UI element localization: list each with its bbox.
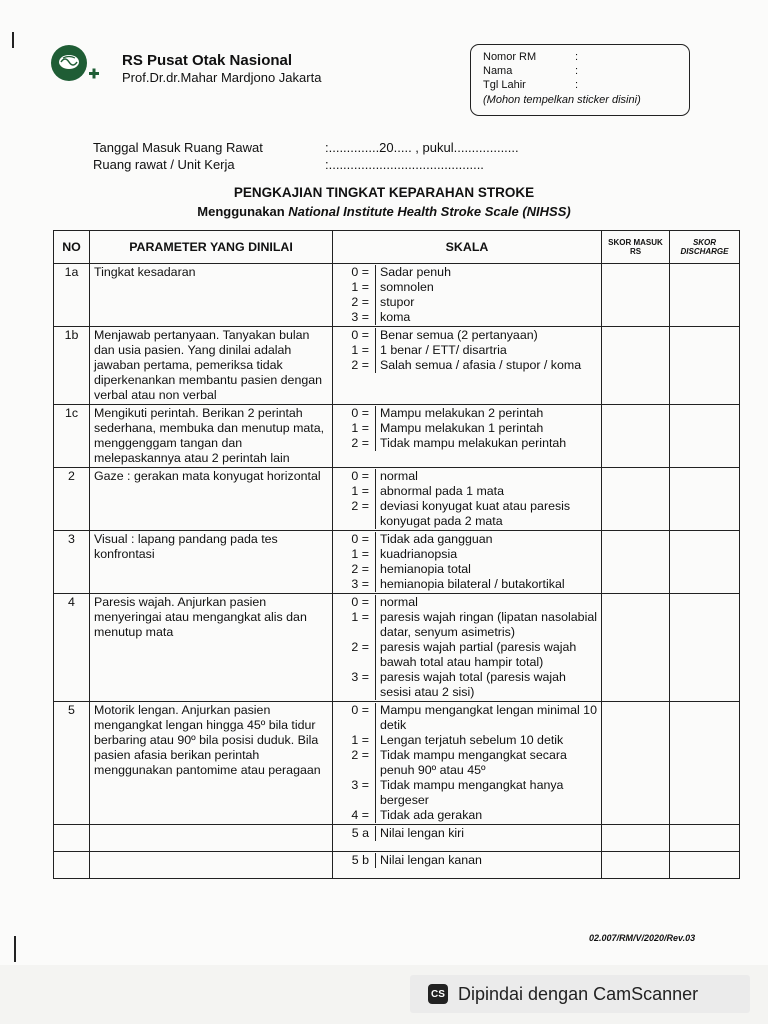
skor-discharge-cell[interactable] <box>670 594 740 702</box>
scale-option-score: 2 = <box>351 295 369 309</box>
table-header-row <box>54 231 740 264</box>
scale-option <box>337 343 597 358</box>
scan-edge-mark-top <box>12 32 14 48</box>
table-sub-row <box>54 852 740 879</box>
form-subtitle <box>0 204 768 219</box>
scale-option <box>337 280 597 295</box>
scale-option-score: 2 = <box>351 562 369 576</box>
scale-option-text: Sadar penuh <box>375 265 597 280</box>
tgl-lahir-label: Tgl Lahir <box>483 79 526 91</box>
scan-edge-mark-bottom <box>14 936 16 962</box>
skor-discharge-cell[interactable] <box>670 531 740 594</box>
scale-option-score: 4 = <box>351 808 369 822</box>
scale-option-text: koma <box>375 310 597 325</box>
row-number: 3 <box>54 531 90 594</box>
scale-option <box>337 778 597 808</box>
scale-option <box>337 328 597 343</box>
scale-option <box>337 265 597 280</box>
row-scale <box>333 405 602 468</box>
header-parameter: PARAMETER YANG DINILAI <box>90 231 333 264</box>
tanggal-masuk-label: Tanggal Masuk Ruang Rawat <box>93 140 263 155</box>
scale-option-text: Lengan terjatuh sebelum 10 detik <box>375 733 597 748</box>
row-parameter: Paresis wajah. Anjurkan pasien menyeringai atau mengangkat alis dan menutup mata <box>90 594 333 702</box>
sub-row-empty-param <box>90 852 333 879</box>
scale-option-text: 1 benar / ETT/ disartria <box>375 343 597 358</box>
skor-masuk-cell[interactable] <box>602 825 670 852</box>
row-scale <box>333 702 602 825</box>
nomor-rm-label: Nomor RM <box>483 51 537 63</box>
nama-label: Nama <box>483 65 513 77</box>
scale-option <box>337 670 597 700</box>
sub-row-empty-no <box>54 825 90 852</box>
hospital-logo-icon <box>45 44 101 84</box>
scale-option-score: 1 = <box>351 733 369 747</box>
sub-row-label: Nilai lengan kiri <box>375 826 597 841</box>
row-parameter: Gaze : gerakan mata konyugat horizontal <box>90 468 333 531</box>
row-scale <box>333 264 602 327</box>
sub-row-option <box>337 853 597 868</box>
sub-row-scale <box>333 825 602 852</box>
scale-option-text: Tidak mampu mengangkat secara penuh 90º atau 45º <box>375 748 597 778</box>
scale-option <box>337 406 597 421</box>
scale-option <box>337 577 597 592</box>
ruang-rawat-field[interactable]: :........................................... <box>325 157 484 172</box>
skor-masuk-cell[interactable] <box>602 594 670 702</box>
scale-option-text: paresis wajah ringan (lipatan nasolabial datar, senyum asimetris) <box>375 610 597 640</box>
nomor-rm-colon: : <box>575 51 579 63</box>
row-number: 5 <box>54 702 90 825</box>
table-row <box>54 702 740 825</box>
scale-option <box>337 469 597 484</box>
row-number: 2 <box>54 468 90 531</box>
patient-sticker-box <box>470 44 690 116</box>
scale-option-score: 1 = <box>351 421 369 435</box>
scale-option <box>337 808 597 823</box>
scale-option-text: deviasi konyugat kuat atau paresis konyugat pada 2 mata <box>375 499 597 529</box>
scale-option-score: 3 = <box>351 778 369 792</box>
scale-option <box>337 703 597 733</box>
scale-option-score: 0 = <box>351 703 369 717</box>
scale-option-score: 2 = <box>351 499 369 513</box>
row-parameter: Mengikuti perintah. Berikan 2 perintah sederhana, membuka dan menutup mata, menggenggam tangan dan melepaskannya atau 2 perintah lain <box>90 405 333 468</box>
form-subtitle-prefix: Menggunakan <box>197 204 289 219</box>
tanggal-masuk-field[interactable]: :..............20..... , pukul.................. <box>325 140 519 155</box>
scale-option-text: Tidak ada gerakan <box>375 808 597 823</box>
row-parameter: Menjawab pertanyaan. Tanyakan bulan dan usia pasien. Yang dinilai adalah jawaban pertama, pemeriksa tidak diperkenankan membantu pasien dengan verbal atau non verbal <box>90 327 333 405</box>
scale-option-text: kuadrianopsia <box>375 547 597 562</box>
scale-option-text: Salah semua / afasia / stupor / koma <box>375 358 597 373</box>
scale-option <box>337 421 597 436</box>
row-parameter: Tingkat kesadaran <box>90 264 333 327</box>
skor-masuk-cell[interactable] <box>602 852 670 879</box>
hospital-subtitle: Prof.Dr.dr.Mahar Mardjono Jakarta <box>122 70 322 85</box>
form-subtitle-italic: National Institute Health Stroke Scale (NIHSS) <box>288 204 571 219</box>
sub-row-empty-no <box>54 852 90 879</box>
skor-discharge-cell[interactable] <box>670 468 740 531</box>
scale-option-score: 0 = <box>351 595 369 609</box>
scale-option <box>337 295 597 310</box>
sub-row-scale <box>333 852 602 879</box>
skor-discharge-cell[interactable] <box>670 702 740 825</box>
scale-option <box>337 595 597 610</box>
scale-option-text: Tidak ada gangguan <box>375 532 597 547</box>
scale-option-score: 3 = <box>351 670 369 684</box>
table-row <box>54 594 740 702</box>
scale-option <box>337 610 597 640</box>
camscanner-watermark <box>410 975 750 1013</box>
skor-discharge-cell[interactable] <box>670 264 740 327</box>
scale-option-text: Tidak mampu melakukan perintah <box>375 436 597 451</box>
scale-option-score: 0 = <box>351 328 369 342</box>
scale-option-text: paresis wajah total (paresis wajah sesisi atau 2 sisi) <box>375 670 597 700</box>
scale-option <box>337 748 597 778</box>
row-number: 1c <box>54 405 90 468</box>
nihss-table <box>53 230 740 879</box>
row-scale <box>333 327 602 405</box>
scale-option <box>337 532 597 547</box>
skor-masuk-cell[interactable] <box>602 468 670 531</box>
scale-option-text: normal <box>375 595 597 610</box>
skor-discharge-cell[interactable] <box>670 405 740 468</box>
sub-row-empty-param <box>90 825 333 852</box>
skor-discharge-cell[interactable] <box>670 852 740 879</box>
row-parameter: Visual : lapang pandang pada tes konfrontasi <box>90 531 333 594</box>
header-no: NO <box>54 231 90 264</box>
header-skor-masuk: SKOR MASUK RS <box>602 231 670 264</box>
scale-option-score: 0 = <box>351 532 369 546</box>
row-number: 4 <box>54 594 90 702</box>
scale-option-text: hemianopia total <box>375 562 597 577</box>
tanggal-masuk-row <box>93 140 519 155</box>
table-row <box>54 264 740 327</box>
scale-option-score: 1 = <box>351 343 369 357</box>
sub-row-option <box>337 826 597 841</box>
scale-option-score: 1 = <box>351 547 369 561</box>
camscanner-text: Dipindai dengan CamScanner <box>458 983 699 1004</box>
scale-option-text: Tidak mampu mengangkat hanya bergeser <box>375 778 597 808</box>
row-parameter: Motorik lengan. Anjurkan pasien mengangkat lengan hingga 45º bila tidur berbaring atau 90º bila posisi duduk. Bila pasien afasia berikan perintah menggunakan pantomime atau peragaan <box>90 702 333 825</box>
scale-option <box>337 484 597 499</box>
hospital-name: RS Pusat Otak Nasional <box>122 52 293 69</box>
scale-option <box>337 562 597 577</box>
scale-option-text: abnormal pada 1 mata <box>375 484 597 499</box>
sticker-note: (Mohon tempelkan sticker disini) <box>483 94 641 106</box>
scale-option-score: 3 = <box>351 577 369 591</box>
scale-option-score: 2 = <box>351 748 369 762</box>
scale-option-text: Mampu melakukan 2 perintah <box>375 406 597 421</box>
skor-masuk-cell[interactable] <box>602 327 670 405</box>
form-code: 02.007/RM/V/2020/Rev.03 <box>589 933 696 943</box>
sub-row-code: 5 a <box>351 826 369 840</box>
form-title: PENGKAJIAN TINGKAT KEPARAHAN STROKE <box>233 185 535 200</box>
table-row <box>54 327 740 405</box>
table-row <box>54 405 740 468</box>
sub-row-label: Nilai lengan kanan <box>375 853 597 868</box>
row-number: 1a <box>54 264 90 327</box>
scale-option <box>337 310 597 325</box>
scale-option-text: stupor <box>375 295 597 310</box>
scale-option-score: 1 = <box>351 280 369 294</box>
table-sub-row <box>54 825 740 852</box>
header-skor-discharge: SKOR DISCHARGE <box>670 231 740 264</box>
row-scale <box>333 468 602 531</box>
sub-row-code: 5 b <box>351 853 369 867</box>
scale-option-score: 2 = <box>351 640 369 654</box>
scale-option-score: 3 = <box>351 310 369 324</box>
scale-option <box>337 499 597 529</box>
camscanner-icon: CS <box>428 984 448 1004</box>
scale-option-score: 2 = <box>351 436 369 450</box>
ruang-rawat-row <box>93 157 484 172</box>
scale-option-text: normal <box>375 469 597 484</box>
scale-option-text: hemianopia bilateral / butakortikal <box>375 577 597 592</box>
scale-option-score: 2 = <box>351 358 369 372</box>
header-skala: SKALA <box>333 231 602 264</box>
scale-option-text: Benar semua (2 pertanyaan) <box>375 328 597 343</box>
skor-masuk-cell[interactable] <box>602 702 670 825</box>
skor-masuk-cell[interactable] <box>602 405 670 468</box>
scale-option-score: 0 = <box>351 469 369 483</box>
ruang-rawat-label: Ruang rawat / Unit Kerja <box>93 157 235 172</box>
scale-option-score: 1 = <box>351 484 369 498</box>
row-scale <box>333 594 602 702</box>
row-number: 1b <box>54 327 90 405</box>
scale-option-text: paresis wajah partial (paresis wajah bawah total atau hampir total) <box>375 640 597 670</box>
row-scale <box>333 531 602 594</box>
scale-option-score: 1 = <box>351 610 369 624</box>
scale-option-text: somnolen <box>375 280 597 295</box>
scale-option <box>337 640 597 670</box>
table-row <box>54 531 740 594</box>
scale-option-text: Mampu melakukan 1 perintah <box>375 421 597 436</box>
skor-discharge-cell[interactable] <box>670 825 740 852</box>
skor-masuk-cell[interactable] <box>602 531 670 594</box>
tgl-lahir-colon: : <box>575 79 579 91</box>
table-row <box>54 468 740 531</box>
scale-option-score: 0 = <box>351 265 369 279</box>
nama-colon: : <box>575 65 579 77</box>
scale-option-score: 0 = <box>351 406 369 420</box>
skor-masuk-cell[interactable] <box>602 264 670 327</box>
skor-discharge-cell[interactable] <box>670 327 740 405</box>
scale-option-text: Mampu mengangkat lengan minimal 10 detik <box>375 703 597 733</box>
scale-option <box>337 733 597 748</box>
scale-option <box>337 358 597 373</box>
scale-option <box>337 547 597 562</box>
scale-option <box>337 436 597 451</box>
